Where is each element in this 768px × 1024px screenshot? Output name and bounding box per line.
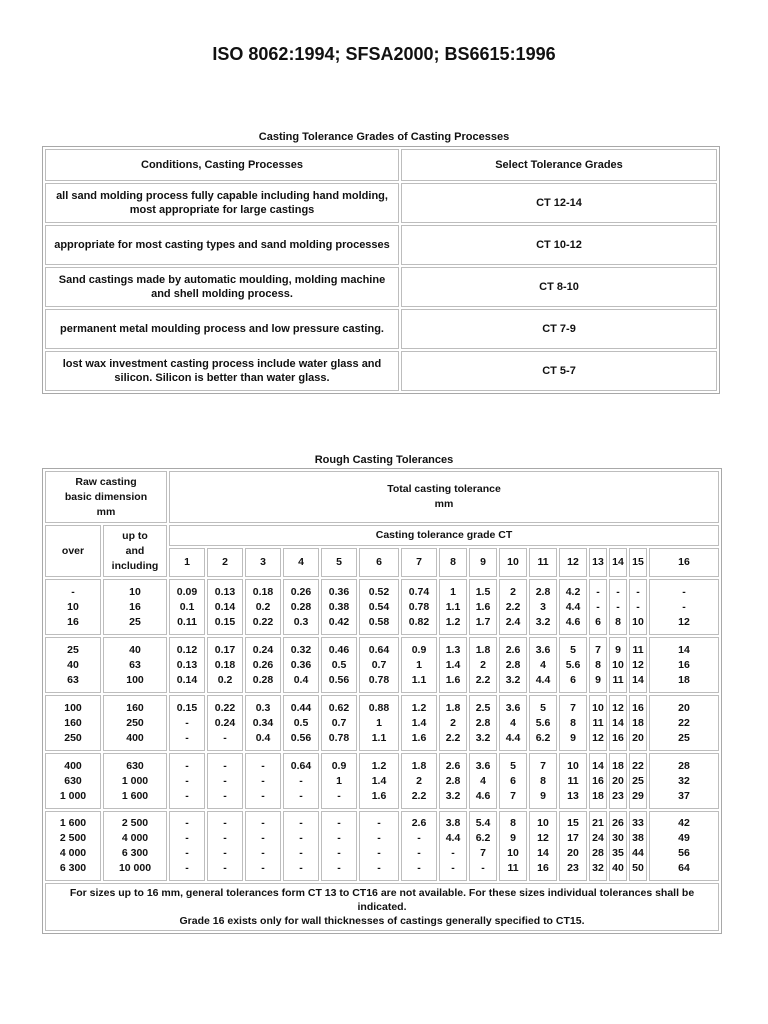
table2-caption: Rough Casting Tolerances	[314, 454, 454, 466]
upto-cell: 630 1 000 1 600	[103, 753, 167, 809]
over-cell: 400 630 1 000	[45, 753, 101, 809]
grade-number-cell: 12	[559, 548, 587, 577]
grade-number-cell: 13	[589, 548, 607, 577]
tolerance-cell: 33 38 44 50	[629, 811, 647, 881]
upto-cell: 10 16 25	[103, 579, 167, 635]
grade-number-cell: 2	[207, 548, 243, 577]
table-note: For sizes up to 16 mm, general tolerances form CT 13 to CT16 are not available. For these sizes individual tolerances shall be indicated. Grade 16 exists only for wall thicknesses of castings generally specified to CT15.	[45, 883, 719, 931]
grade-cell: CT 12-14	[401, 183, 717, 223]
grade-number-cell: 1	[169, 548, 205, 577]
tolerance-cell: 8 9 10 11	[499, 811, 527, 881]
condition-cell: permanent metal moulding process and low pressure casting.	[45, 309, 399, 349]
tolerance-cell: 4.2 4.4 4.6	[559, 579, 587, 635]
tolerance-cell: 14 16 18	[589, 753, 607, 809]
tolerance-cell: 1.2 1.4 1.6	[401, 695, 437, 751]
grade-number-cell: 10	[499, 548, 527, 577]
tolerance-cell: 1.8 2 2.2	[439, 695, 467, 751]
over-cell: 1 600 2 500 4 000 6 300	[45, 811, 101, 881]
table-header-row	[45, 471, 719, 523]
grade-number-cell: 6	[359, 548, 399, 577]
table-row	[45, 309, 717, 349]
tolerance-cell: 42 49 56 64	[649, 811, 719, 881]
total-tolerance-header: Total casting tolerance mm	[169, 471, 719, 523]
over-cell: 100 160 250	[45, 695, 101, 751]
tolerance-cell: 15 17 20 23	[559, 811, 587, 881]
tolerance-cell: 10 12 14 16	[529, 811, 557, 881]
tolerance-cell: - - 8	[609, 579, 627, 635]
tolerance-cell: - - - -	[321, 811, 357, 881]
table-row	[45, 183, 717, 223]
tolerance-cell: 2.6 2.8 3.2	[439, 753, 467, 809]
over-cell: 25 40 63	[45, 637, 101, 693]
tolerance-cell: 5.4 6.2 7 -	[469, 811, 497, 881]
tolerance-cell: 1.2 1.4 1.6	[359, 753, 399, 809]
grade-number-cell: 11	[529, 548, 557, 577]
table-row	[45, 225, 717, 265]
tolerance-cell: - - - -	[283, 811, 319, 881]
tolerance-cell: - - - -	[245, 811, 281, 881]
tolerance-cell: 22 25 29	[629, 753, 647, 809]
casting-process-grade-table	[42, 146, 720, 394]
tolerance-cell: 14 16 18	[649, 637, 719, 693]
tolerance-cell: 0.9 1 1.1	[401, 637, 437, 693]
grade-number-cell: 16	[649, 548, 719, 577]
tolerance-cell: 0.18 0.2 0.22	[245, 579, 281, 635]
column-header-conditions: Conditions, Casting Processes	[45, 149, 399, 181]
tolerance-cell: 0.26 0.28 0.3	[283, 579, 319, 635]
tolerance-cell: 0.74 0.78 0.82	[401, 579, 437, 635]
tolerance-cell: 1.5 1.6 1.7	[469, 579, 497, 635]
tolerance-cell: 3.6 4 4.4	[529, 637, 557, 693]
tolerance-cell: 0.17 0.18 0.2	[207, 637, 243, 693]
tolerance-cell: 0.22 0.24 -	[207, 695, 243, 751]
upto-cell: 40 63 100	[103, 637, 167, 693]
column-header-grades: Select Tolerance Grades	[401, 149, 717, 181]
grade-number-cell: 9	[469, 548, 497, 577]
tolerance-cell: 21 24 28 32	[589, 811, 607, 881]
tolerance-cell: 2.6 2.8 3.2	[499, 637, 527, 693]
tolerance-cell: 3.6 4 4.4	[499, 695, 527, 751]
condition-cell: appropriate for most casting types and sand molding processes	[45, 225, 399, 265]
upto-header: up to and including	[103, 525, 167, 577]
tolerance-cell: 0.64 0.7 0.78	[359, 637, 399, 693]
tolerance-cell: 0.15 - -	[169, 695, 205, 751]
tolerance-cell: 0.12 0.13 0.14	[169, 637, 205, 693]
tolerance-cell: 11 12 14	[629, 637, 647, 693]
tolerance-cell: 5 5.6 6	[559, 637, 587, 693]
tolerance-cell: 18 20 23	[609, 753, 627, 809]
tolerance-cell: 12 14 16	[609, 695, 627, 751]
tolerance-cell: 9 10 11	[609, 637, 627, 693]
tolerance-cell: 2.5 2.8 3.2	[469, 695, 497, 751]
tolerance-cell: 10 11 12	[589, 695, 607, 751]
tolerance-cell: 0.32 0.36 0.4	[283, 637, 319, 693]
grade-cell: CT 8-10	[401, 267, 717, 307]
table-row	[45, 811, 719, 881]
tolerance-cell: 3.8 4.4 - -	[439, 811, 467, 881]
tolerance-cell: - - 12	[649, 579, 719, 635]
condition-cell: lost wax investment casting process include water glass and silicon. Silicon is better than water glass.	[45, 351, 399, 391]
tolerance-cell: 0.3 0.34 0.4	[245, 695, 281, 751]
condition-cell: Sand castings made by automatic moulding, molding machine and shell molding process.	[45, 267, 399, 307]
table-row	[45, 351, 717, 391]
tolerance-cell: 0.46 0.5 0.56	[321, 637, 357, 693]
tolerance-cell: 2.6 - - -	[401, 811, 437, 881]
tolerance-cell: 0.36 0.38 0.42	[321, 579, 357, 635]
grade-cell: CT 10-12	[401, 225, 717, 265]
grade-number-cell: 15	[629, 548, 647, 577]
tolerance-cell: 2.8 3 3.2	[529, 579, 557, 635]
tolerance-cell: 0.44 0.5 0.56	[283, 695, 319, 751]
grade-cell: CT 5-7	[401, 351, 717, 391]
grade-number-cell: 7	[401, 548, 437, 577]
table1-caption: Casting Tolerance Grades of Casting Processes	[258, 131, 510, 143]
table-note-row	[45, 883, 719, 931]
tolerance-cell: 26 30 35 40	[609, 811, 627, 881]
tolerance-cell: 7 8 9	[529, 753, 557, 809]
table-header-row	[45, 149, 717, 181]
tolerance-cell: 7 8 9	[589, 637, 607, 693]
grade-number-cell: 4	[283, 548, 319, 577]
tolerance-cell: 7 8 9	[559, 695, 587, 751]
tolerance-cell: 28 32 37	[649, 753, 719, 809]
grade-cell: CT 7-9	[401, 309, 717, 349]
over-cell: - 10 16	[45, 579, 101, 635]
tolerance-cell: 1.8 2 2.2	[401, 753, 437, 809]
tolerance-cell: 10 11 13	[559, 753, 587, 809]
table-row	[45, 695, 719, 751]
tolerance-cell: 0.52 0.54 0.58	[359, 579, 399, 635]
tolerance-cell: 0.09 0.1 0.11	[169, 579, 205, 635]
tolerance-cell: 5 6 7	[499, 753, 527, 809]
tolerance-cell: 0.9 1 -	[321, 753, 357, 809]
tolerance-cell: 0.64 - -	[283, 753, 319, 809]
grade-number-cell: 14	[609, 548, 627, 577]
tolerance-cell: - - -	[169, 753, 205, 809]
tolerance-cell: 0.88 1 1.1	[359, 695, 399, 751]
tolerance-cell: 0.62 0.7 0.78	[321, 695, 357, 751]
table-row	[45, 267, 717, 307]
tolerance-cell: - - - -	[359, 811, 399, 881]
tolerance-cell: 16 18 20	[629, 695, 647, 751]
tolerance-cell: 1.3 1.4 1.6	[439, 637, 467, 693]
page-title: ISO 8062:1994; SFSA2000; BS6615:1996	[212, 44, 556, 64]
table-header-row	[45, 525, 719, 546]
table-row	[45, 753, 719, 809]
grade-number-cell: 5	[321, 548, 357, 577]
tolerance-cell: - - -	[245, 753, 281, 809]
tolerance-cell: 5 5.6 6.2	[529, 695, 557, 751]
tolerance-cell: - - -	[207, 753, 243, 809]
upto-cell: 2 500 4 000 6 300 10 000	[103, 811, 167, 881]
grade-number-cell: 3	[245, 548, 281, 577]
rough-casting-tolerance-table	[42, 468, 722, 934]
condition-cell: all sand molding process fully capable including hand molding, most appropriate for large castings	[45, 183, 399, 223]
grade-number-cell: 8	[439, 548, 467, 577]
table-row	[45, 637, 719, 693]
tolerance-cell: - - - -	[207, 811, 243, 881]
tolerance-cell: 20 22 25	[649, 695, 719, 751]
table-row	[45, 579, 719, 635]
over-header: over	[45, 525, 101, 577]
tolerance-cell: 3.6 4 4.6	[469, 753, 497, 809]
tolerance-cell: 0.24 0.26 0.28	[245, 637, 281, 693]
tolerance-cell: 2 2.2 2.4	[499, 579, 527, 635]
tolerance-cell: - - 6	[589, 579, 607, 635]
tolerance-cell: - - - -	[169, 811, 205, 881]
tolerance-cell: 0.13 0.14 0.15	[207, 579, 243, 635]
raw-casting-header: Raw casting basic dimension mm	[45, 471, 167, 523]
tolerance-cell: 1 1.1 1.2	[439, 579, 467, 635]
tolerance-cell: 1.8 2 2.2	[469, 637, 497, 693]
grade-header: Casting tolerance grade CT	[169, 525, 719, 546]
tolerance-cell: - - 10	[629, 579, 647, 635]
upto-cell: 160 250 400	[103, 695, 167, 751]
